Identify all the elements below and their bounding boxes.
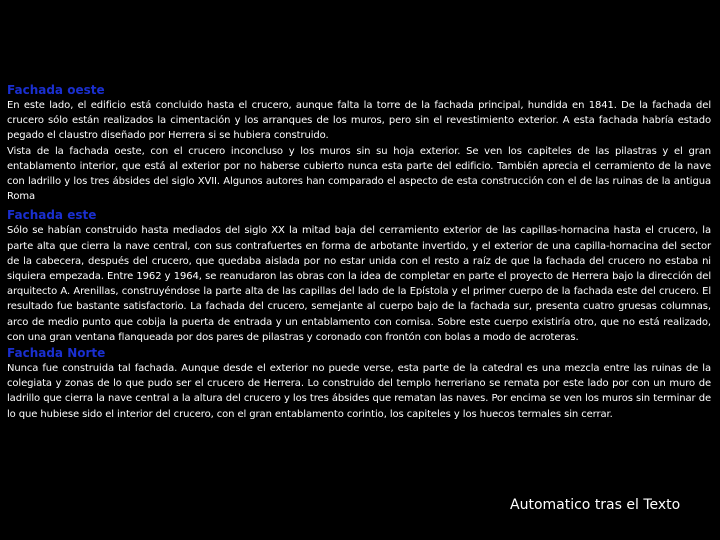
section-fachada-este xyxy=(7,208,711,345)
auto-advance-label: Automatico tras el Texto xyxy=(510,497,681,513)
section-heading: Fachada este xyxy=(7,208,97,223)
section-paragraph: Nunca fue construida tal fachada. Aunque desde el exterior no puede verse, esta parte de la catedral es una mezcla entre las ruinas de la colegiata y zonas de lo que pudo ser el crucero de Herrera. Lo construido del templo herreriano se remata por este lado por con un muro de ladrillo que cierra la nave central a la altura del crucero y los tres ábsides que rematan las naves. Por encima se ven los muros sin terminar de lo que hubiese sido el interior del crucero, con el gran entablamento corintio, los capiteles y los huecos termales sin cerrar. xyxy=(7,363,711,420)
section-heading: Fachada oeste xyxy=(7,83,105,97)
section-fachada-norte xyxy=(7,346,711,422)
section-paragraph: Sólo se habían construido hasta mediados del siglo XX la mitad baja del cerramiento exterior de las capillas-hornacina hasta el crucero, la parte alta que cierra la nave central, con sus contrafuertes en forma de arbotante invertido, y el exterior de una capilla-hornacina del sector de la cabecera, después del crucero, que quedaba aislada por no estar unida con el resto a raíz de que la fachada del crucero no estaba ni siquiera empezada. Entre 1962 y 1964, se reanudaron las obras con la idea de completar en parte el proyecto de Herrera bajo la dirección del arquitecto A. Arenillas, construyéndose la parte alta de las capillas del lado de la Epístola y el primer cuerpo de la fachada este del crucero. El resultado fue bastante satisfactorio. La fachada del crucero, semejante al cuerpo bajo de la fachada sur, presenta cuatro gruesas columnas, arco de medio punto que cobija la puerta de entrada y un entablamento con cornisa. Sobre este cuerpo existiría otro, que no está realizado, con una gran ventana flanqueada por dos pares de pilastras y coronado con frontón con bolas a modo de acroteras. xyxy=(7,225,711,343)
section-heading: Fachada Norte xyxy=(7,346,106,361)
section-paragraph: Vista de la fachada oeste, con el crucero inconcluso y los muros sin su hoja exterior. Se ven los capiteles de las pilastras y el gran entablamento interior, que está al exterior por no haberse cubierto nunca esta parte del edificio. También aprecia el cerramiento de la nave con ladrillo y los tres ábsides del siglo XVII. Algunos autores han comparado el aspecto de esta construcción con el de las ruinas de la antigua Roma xyxy=(7,145,711,203)
section-fachada-oeste xyxy=(7,83,711,204)
slide-content xyxy=(7,83,711,422)
section-paragraph: En este lado, el edificio está concluido hasta el crucero, aunque falta la torre de la fachada principal, hundida en 1841. De la fachada del crucero sólo están realizados la cimentación y los arranques de los muros, pero sin el revestimiento exterior. A esta fachada habría estado pegado el claustro diseñado por Herrera si se hubiera construido. xyxy=(7,100,711,142)
